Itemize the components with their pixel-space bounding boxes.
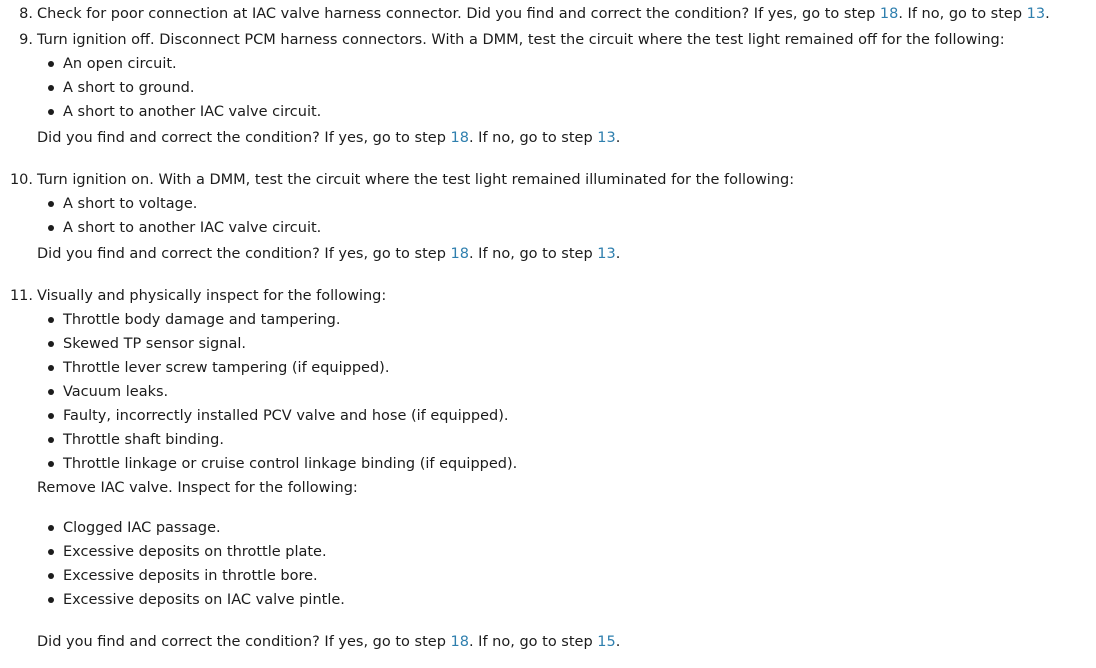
bullet-text: Throttle linkage or cruise control linkage binding (if equipped). [63,456,518,472]
go-to-step-link[interactable]: 18 [879,6,899,22]
bullet-icon [48,365,54,371]
bullet-text: Throttle shaft binding. [63,432,224,448]
bullet-text: Skewed TP sensor signal. [63,336,246,352]
bullet-icon [48,341,54,347]
step-number: 8. [19,6,33,22]
question-text: Did you find and correct the condition? If yes, go to step 18. If no, go to step 13. [37,246,621,262]
step-number: 11. [9,288,33,304]
step-number: 10. [9,172,33,188]
bullet-text: Vacuum leaks. [63,384,169,400]
step-text: Turn ignition on. With a DMM, test the circuit where the test light remained illuminated for the following: [37,172,795,188]
bullet-text: Clogged IAC passage. [63,520,221,536]
bullet-icon [48,525,54,531]
bullet-text: Excessive deposits on IAC valve pintle. [63,592,345,608]
question-text: Did you find and correct the condition? If yes, go to step 18. If no, go to step 15. [37,634,621,650]
bullet-icon [48,85,54,91]
bullet-icon [48,225,54,231]
bullet-text: Excessive deposits in throttle bore. [63,568,318,584]
go-to-step-link[interactable]: 13 [597,246,616,262]
bullet-icon [48,317,54,323]
bullet-text: A short to voltage. [63,196,198,212]
go-to-step-link[interactable]: 13 [1026,6,1046,22]
bullet-icon [48,549,54,555]
bullet-icon [48,109,54,115]
go-to-step-link[interactable]: 18 [450,130,469,146]
bullet-text: An open circuit. [63,56,177,72]
bullet-text: Faulty, incorrectly installed PCV valve and hose (if equipped). [63,408,509,424]
bullet-text: A short to another IAC valve circuit. [63,220,322,236]
bullet-text: A short to another IAC valve circuit. [63,104,322,120]
question-text: Did you find and correct the condition? If yes, go to step 18. If no, go to step 13. [37,130,621,146]
step-number: 9. [19,32,33,48]
bullet-icon [48,461,54,467]
bullet-icon [48,61,54,67]
bullet-text: A short to ground. [63,80,195,96]
bullet-icon [48,389,54,395]
bullet-text: Throttle lever screw tampering (if equipped). [63,360,390,376]
bullet-icon [48,573,54,579]
remove-text: Remove IAC valve. Inspect for the following: [37,480,358,496]
bullet-icon [48,437,54,443]
go-to-step-link[interactable]: 15 [597,634,616,650]
bullet-text: Throttle body damage and tampering. [63,312,341,328]
bullet-icon [48,413,54,419]
step-text: Visually and physically inspect for the following: [37,288,387,304]
go-to-step-link[interactable]: 13 [597,130,616,146]
go-to-step-link[interactable]: 18 [450,246,469,262]
bullet-icon [48,201,54,207]
bullet-icon [48,597,54,603]
bullet-text: Excessive deposits on throttle plate. [63,544,327,560]
go-to-step-link[interactable]: 18 [450,634,469,650]
step-text: Turn ignition off. Disconnect PCM harness connectors. With a DMM, test the circuit where the test light remained off for the following: [37,32,1005,48]
step-text: Check for poor connection at IAC valve harness connector. Did you find and correct the condition? If yes, go to step 18. If no, go to step 13. [37,6,1050,22]
